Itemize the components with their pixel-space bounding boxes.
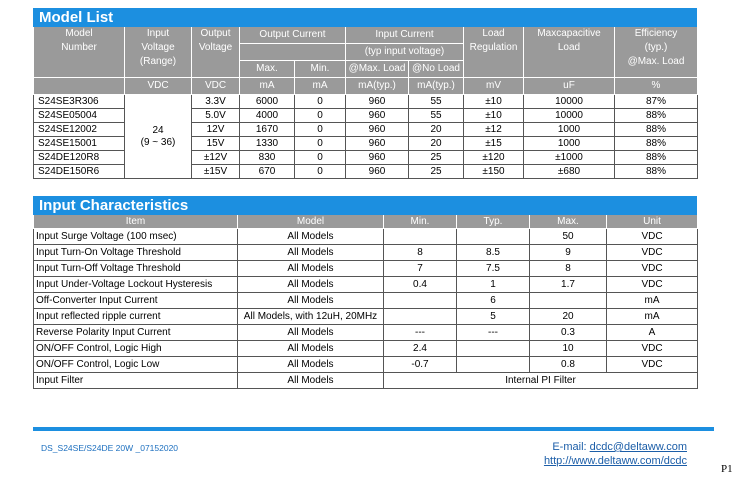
input-current-no-load-cell: 55 xyxy=(409,109,464,123)
max-cell: 20 xyxy=(530,309,607,325)
footer-divider xyxy=(33,427,714,431)
maxcap-cell: 1000 xyxy=(524,123,615,137)
header-load-regulation: Load Regulation xyxy=(469,28,518,53)
item-cell: Input Filter xyxy=(34,373,238,389)
characteristic-row xyxy=(34,309,698,325)
unit-load-regulation: mV xyxy=(464,78,524,95)
input-voltage-cell: 24 (9 ~ 36) xyxy=(125,95,192,179)
typ-cell: 5 xyxy=(457,309,530,325)
unit-cell: VDC xyxy=(607,277,698,293)
min-cell xyxy=(384,293,457,309)
header-efficiency: Efficiency (typ.) @Max. Load xyxy=(627,28,685,67)
unit-cell: A xyxy=(607,325,698,341)
output-current-min-cell: 0 xyxy=(295,137,346,151)
input-current-no-load-cell: 55 xyxy=(409,95,464,109)
output-current-max-cell: 670 xyxy=(240,165,295,179)
load-regulation-cell: ±120 xyxy=(464,151,524,165)
typ-cell: 8.5 xyxy=(457,245,530,261)
footer-contact xyxy=(544,440,687,468)
characteristic-row xyxy=(34,261,698,277)
min-cell: 2.4 xyxy=(384,341,457,357)
input-current-max-cell: 960 xyxy=(346,123,409,137)
header-item: Item xyxy=(34,215,238,229)
load-regulation-cell: ±12 xyxy=(464,123,524,137)
input-characteristics-title: Input Characteristics xyxy=(33,196,697,215)
header-unit: Unit xyxy=(607,215,698,229)
characteristic-row xyxy=(34,325,698,341)
footer-email-label: E-mail: xyxy=(552,441,590,453)
output-voltage-cell: 5.0V xyxy=(192,109,240,123)
item-cell: Input Turn-On Voltage Threshold xyxy=(34,245,238,261)
maxcap-cell: 1000 xyxy=(524,137,615,151)
max-cell xyxy=(530,293,607,309)
typ-cell xyxy=(457,229,530,245)
model-cell: All Models xyxy=(238,293,384,309)
min-cell xyxy=(384,229,457,245)
model-row xyxy=(34,95,698,109)
min-cell: -0.7 xyxy=(384,357,457,373)
characteristic-row xyxy=(34,245,698,261)
characteristic-row xyxy=(34,341,698,357)
output-voltage-cell: ±12V xyxy=(192,151,240,165)
header-maxcap: Maxcapacitive Load xyxy=(537,28,601,53)
typ-cell: --- xyxy=(457,325,530,341)
max-cell: 50 xyxy=(530,229,607,245)
input-characteristics-section xyxy=(33,196,697,389)
output-voltage-cell: ±15V xyxy=(192,165,240,179)
unit-cell: VDC xyxy=(607,341,698,357)
input-current-max-cell: 960 xyxy=(346,95,409,109)
maxcap-cell: ±1000 xyxy=(524,151,615,165)
model-number-cell: S24SE15001 xyxy=(34,137,125,151)
input-current-no-load-cell: 20 xyxy=(409,123,464,137)
header-at-no-load: @No Load xyxy=(409,61,464,78)
max-cell: 0.3 xyxy=(530,325,607,341)
model-list-table xyxy=(33,27,698,179)
item-cell: Input Under-Voltage Lockout Hysteresis xyxy=(34,277,238,293)
item-cell: Input Turn-Off Voltage Threshold xyxy=(34,261,238,277)
model-list-title: Model List xyxy=(33,8,697,27)
min-cell xyxy=(384,309,457,325)
load-regulation-cell: ±10 xyxy=(464,109,524,123)
header-typ: Typ. xyxy=(457,215,530,229)
unit-cell: VDC xyxy=(607,357,698,373)
header-input-current-sub: (typ input voltage) xyxy=(346,44,464,61)
maxcap-cell: ±680 xyxy=(524,165,615,179)
max-cell: 9 xyxy=(530,245,607,261)
unit-output-voltage: VDC xyxy=(192,78,240,95)
item-cell: Reverse Polarity Input Current xyxy=(34,325,238,341)
header-model-number: Model Number xyxy=(61,28,97,53)
item-cell: Off-Converter Input Current xyxy=(34,293,238,309)
min-cell: 7 xyxy=(384,261,457,277)
output-current-max-cell: 830 xyxy=(240,151,295,165)
max-cell: 1.7 xyxy=(530,277,607,293)
model-cell: All Models, with 12uH, 20MHz xyxy=(238,309,384,325)
min-cell: --- xyxy=(384,325,457,341)
characteristic-row xyxy=(34,229,698,245)
header-output-voltage: Output Voltage xyxy=(198,28,233,53)
model-cell: All Models xyxy=(238,357,384,373)
min-cell: 0.4 xyxy=(384,277,457,293)
maxcap-cell: 10000 xyxy=(524,95,615,109)
load-regulation-cell: ±10 xyxy=(464,95,524,109)
item-cell: ON/OFF Control, Logic Low xyxy=(34,357,238,373)
efficiency-cell: 88% xyxy=(615,123,698,137)
model-number-cell: S24DE150R6 xyxy=(34,165,125,179)
typ-cell xyxy=(457,341,530,357)
model-number-cell: S24SE05004 xyxy=(34,109,125,123)
input-current-max-cell: 960 xyxy=(346,165,409,179)
unit-input-current-max: mA(typ.) xyxy=(346,78,409,95)
max-cell: 8 xyxy=(530,261,607,277)
output-current-min-cell: 0 xyxy=(295,109,346,123)
footer-email-link[interactable]: dcdc@deltaww.com xyxy=(589,441,687,453)
unit-maxcap: uF xyxy=(524,78,615,95)
model-cell: All Models xyxy=(238,229,384,245)
typ-cell: 1 xyxy=(457,277,530,293)
header-max: Max. xyxy=(530,215,607,229)
characteristic-row xyxy=(34,357,698,373)
model-cell: All Models xyxy=(238,325,384,341)
output-voltage-cell: 15V xyxy=(192,137,240,151)
item-cell: Input Surge Voltage (100 msec) xyxy=(34,229,238,245)
header-at-max-load: @Max. Load xyxy=(346,61,409,78)
header-input-voltage: Input Voltage (Range) xyxy=(139,28,177,67)
output-current-min-cell: 0 xyxy=(295,123,346,137)
model-cell: All Models xyxy=(238,277,384,293)
maxcap-cell: 10000 xyxy=(524,109,615,123)
unit-input-current-no: mA(typ.) xyxy=(409,78,464,95)
input-current-no-load-cell: 25 xyxy=(409,151,464,165)
input-current-max-cell: 960 xyxy=(346,137,409,151)
header-output-current: Output Current xyxy=(240,27,346,44)
filter-value-cell: Internal PI Filter xyxy=(384,373,698,389)
typ-cell xyxy=(457,357,530,373)
output-voltage-cell: 12V xyxy=(192,123,240,137)
unit-output-current-max: mA xyxy=(240,78,295,95)
page-number: P1 xyxy=(721,463,733,475)
header-min: Min. xyxy=(295,61,346,78)
output-current-min-cell: 0 xyxy=(295,165,346,179)
unit-cell: mA xyxy=(607,309,698,325)
output-current-min-cell: 0 xyxy=(295,151,346,165)
unit-output-current-min: mA xyxy=(295,78,346,95)
unit-efficiency: % xyxy=(615,78,698,95)
output-current-max-cell: 1330 xyxy=(240,137,295,151)
unit-cell: VDC xyxy=(607,261,698,277)
header-min: Min. xyxy=(384,215,457,229)
typ-cell: 6 xyxy=(457,293,530,309)
model-cell: All Models xyxy=(238,373,384,389)
efficiency-cell: 88% xyxy=(615,137,698,151)
unit-cell: VDC xyxy=(607,245,698,261)
unit-cell: VDC xyxy=(607,229,698,245)
model-number-cell: S24SE3R306 xyxy=(34,95,125,109)
characteristic-row-filter xyxy=(34,373,698,389)
model-list-section xyxy=(33,8,697,179)
input-current-no-load-cell: 20 xyxy=(409,137,464,151)
model-cell: All Models xyxy=(238,261,384,277)
output-current-min-cell: 0 xyxy=(295,95,346,109)
output-current-max-cell: 6000 xyxy=(240,95,295,109)
unit-input-voltage: VDC xyxy=(125,78,192,95)
efficiency-cell: 88% xyxy=(615,151,698,165)
efficiency-cell: 87% xyxy=(615,95,698,109)
input-current-max-cell: 960 xyxy=(346,109,409,123)
header-max: Max. xyxy=(240,61,295,78)
model-cell: All Models xyxy=(238,341,384,357)
load-regulation-cell: ±150 xyxy=(464,165,524,179)
footer-doc-id: DS_S24SE/S24DE 20W _07152020 xyxy=(41,443,179,453)
max-cell: 10 xyxy=(530,341,607,357)
output-current-max-cell: 1670 xyxy=(240,123,295,137)
output-current-max-cell: 4000 xyxy=(240,109,295,123)
input-characteristics-table xyxy=(33,215,698,389)
model-number-cell: S24SE12002 xyxy=(34,123,125,137)
min-cell: 8 xyxy=(384,245,457,261)
characteristic-row xyxy=(34,277,698,293)
input-current-no-load-cell: 25 xyxy=(409,165,464,179)
load-regulation-cell: ±15 xyxy=(464,137,524,151)
model-number-cell: S24DE120R8 xyxy=(34,151,125,165)
header-model: Model xyxy=(238,215,384,229)
typ-cell: 7.5 xyxy=(457,261,530,277)
characteristic-row xyxy=(34,293,698,309)
efficiency-cell: 88% xyxy=(615,109,698,123)
item-cell: ON/OFF Control, Logic High xyxy=(34,341,238,357)
model-cell: All Models xyxy=(238,245,384,261)
output-voltage-cell: 3.3V xyxy=(192,95,240,109)
input-current-max-cell: 960 xyxy=(346,151,409,165)
unit-cell: mA xyxy=(607,293,698,309)
efficiency-cell: 88% xyxy=(615,165,698,179)
header-input-current: Input Current xyxy=(346,27,464,44)
max-cell: 0.8 xyxy=(530,357,607,373)
item-cell: Input reflected ripple current xyxy=(34,309,238,325)
footer-url-link[interactable]: http://www.deltaww.com/dcdc xyxy=(543,455,687,467)
